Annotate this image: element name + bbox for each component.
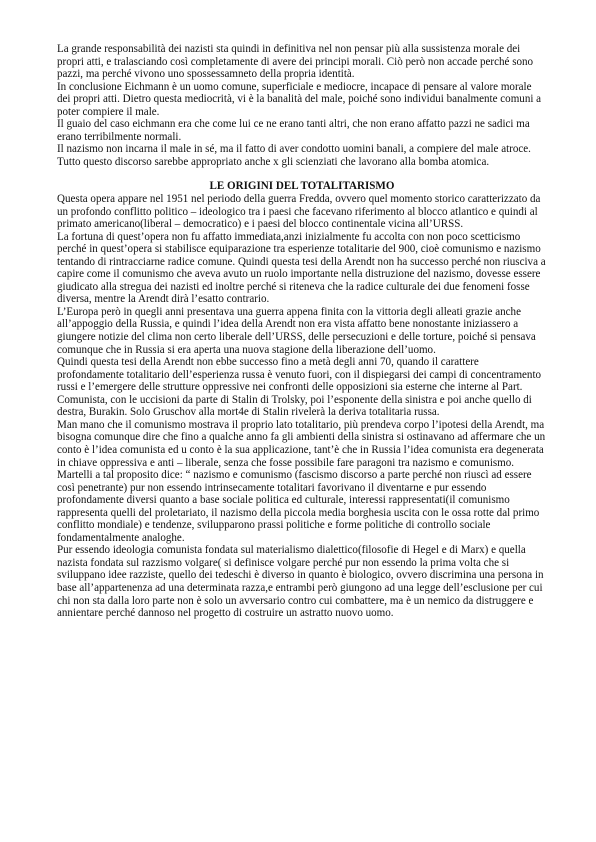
- paragraph-section-3: L’Europa però in quegli anni presentava una guerra appena finita con la vittoria degli alleati grazie anche all’appoggio della Russia, e quindi l’idea della Arendt non era vista affatto bene nonostante iniziassero a giungere notizie del clima non certo liberale dell’URSS, delle persecuzioni e delle torture, poiché si pensava comunque che in Russia si era aperta una nuova stagione della liberazione dell’uomo.: [57, 305, 536, 356]
- document-page: [57, 43, 547, 620]
- paragraph-intro-4: Il nazismo non incarna il male in sé, ma il fatto di aver condotto uomini banali, a compiere del male atroce.: [57, 143, 531, 156]
- paragraph-intro-2: In conclusione Eichmann è un uomo comune, superficiale e mediocre, incapace di pensare al valore morale dei propri atti. Dietro questa mediocrità, vi è la banalità del male, poiché sono individui banalmente comuni a poter compiere il male.: [57, 80, 542, 118]
- section-heading: LE ORIGINI DEL TOTALITARISMO: [209, 180, 395, 193]
- paragraph-section-7: Pur essendo ideologia comunista fondata sul materialismo dialettico(filosofie di Hegel e di Marx) e quella nazista fondata sul razzismo volgare( si definisce volgare perché pur non essendo la prima volta che si sviluppano idee razziste, quello dei tedeschi è diverso in quanto è biologico, ovvero discrimina una persona in base all’appartenenza ad una determinata razza,e entrambi però giungono ad una legge dell’esclusione per cui chi non sta dalla loro parte non è solo un avversario contro cui combattere, ma è un nemico da distruggere e annientare perché dannoso nel progetto di costruire un astratto nuovo uomo.: [57, 544, 544, 620]
- paragraph-intro-3: Il guaio del caso eichmann era che come lui ce ne erano tanti altri, che non erano affatto pazzi ne sadici ma erano terribilmente normali.: [57, 118, 530, 143]
- paragraph-section-4: Quindi questa tesi della Arendt non ebbe successo fino a metà degli anni 70, quando il carattere profondamente totalitario dell’esperienza russa è venuto fuori, con il dispiegarsi dei campi di concentramento russi e l’emergere delle strutture oppressive nei confronti delle opposizioni sia esterne che interne al Part. Comunista, con le uccisioni da parte di Stalin di Trolsky, poi l’esponente della sinistra e poi anche quello di destra, Burakin. Solo Gruschov alla mort4e di Stalin rivelerà la deriva totalitaria russa.: [57, 356, 542, 419]
- paragraph-section-5: Man mano che il comunismo mostrava il proprio lato totalitario, più prendeva corpo l’ipotesi della Arendt, ma bisogna comunque dire che fino a qualche anno fa gli ambienti della sinistra si ostinavano ad affermare che un conto è l’idea comunista ed u conto è la sua applicazione, tant’è che in Russia l’idea comunista era degenerata in chiave oppressiva e anti – liberale, senza che fosse possibile fare paragoni tra nazismo e comunismo.: [57, 418, 546, 469]
- paragraph-section-1: Questa opera appare nel 1951 nel periodo della guerra Fredda, ovvero quel momento storico caratterizzato da un profondo conflitto politico – ideologico tra i paesi che facevano riferimento al blocco atlantico e quindi al primato americano(liberal – democratico) e i paesi del blocco continentale vicina all’URSS.: [57, 193, 541, 231]
- paragraph-intro-5: Tutto questo discorso sarebbe appropriato anche x gli scienziati che lavorano alla bomba atomica.: [57, 155, 490, 168]
- paragraph-section-2: La fortuna di quest’opera non fu affatto immediata,anzi inizialmente fu accolta con non poco scetticismo perché in quest’opera si stabilisce equiparazione tra esperienze totalitarie del 900, cioè comunismo e nazismo tentando di rintracciarne radice comune. Quindi questa tesi della Arendt non ha successo perché non riusciva a capire come il comunismo che aveva avuto un ruolo importante nella distruzione del nazismo, dovesse essere giudicato alla stregua dei nazisti ed inoltre perché si riteneva che la radice culturale dei due fenomeni fosse diversa, mentre la Arendt dirà l’esatto contrario.: [57, 230, 546, 306]
- paragraph-section-6: Martelli a tal proposito dice: “ nazismo e comunismo (fascismo discorso a parte perché non riuscì ad essere così penetrante) pur non essendo intrinsecamente totalitari favorivano il diventarne e pur essendo profondamente diversi quanto a base sociale politica ed culturale, interessi rappresentati(il comunismo rappresenta quelli del proletariato, il nazismo della piccola media borghesia uscita con le ossa rotte dal primo conflitto mondiale) e tendenze, svilupparono prassi politiche e forme politiche di controllo sociale fondamentalmente analoghe.: [57, 469, 540, 544]
- paragraph-intro-1: La grande responsabilità dei nazisti sta quindi in definitiva nel non pensar più alla sussistenza morale dei propri atti, e tralasciando così completamente di avere dei principi morali. Ciò però non accade perché sono pazzi, ma perché vivono uno spossessamneto della propria identità.: [57, 43, 534, 81]
